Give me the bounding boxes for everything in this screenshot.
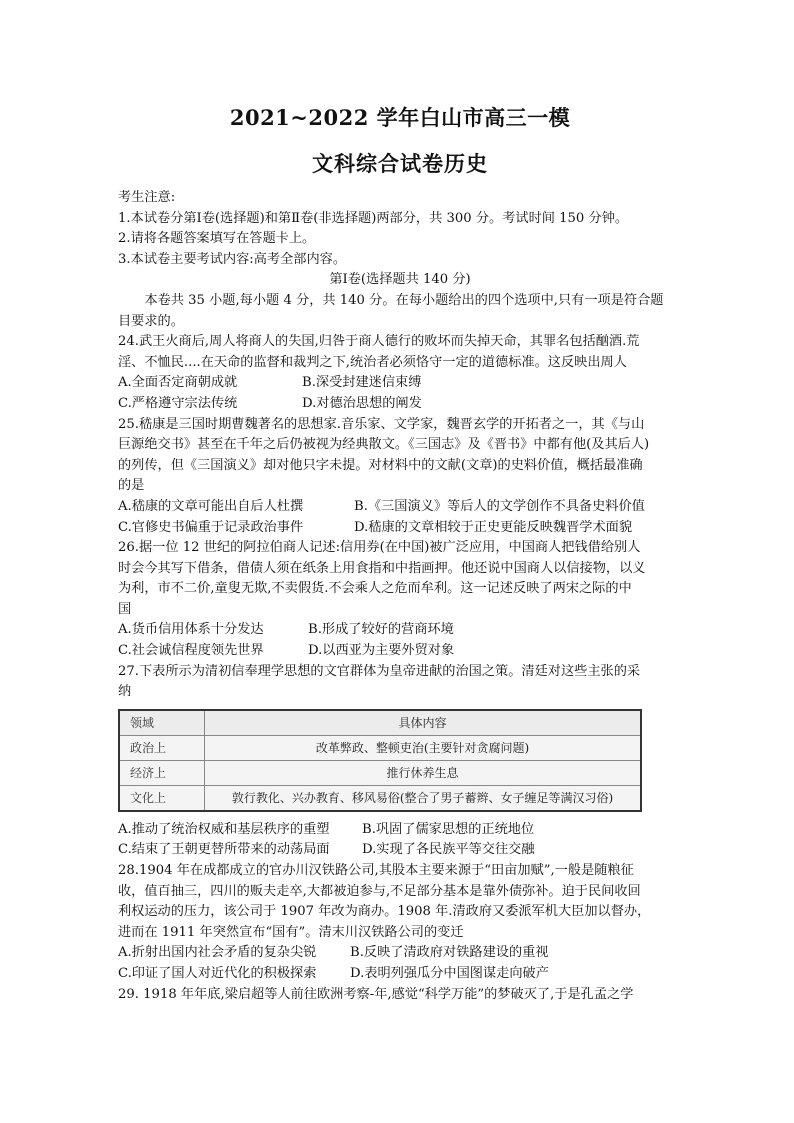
option-a: A.嵇康的文章可能出自后人杜撰 (118, 498, 304, 514)
question-29 (118, 985, 682, 1006)
option-b: B.深受封建迷信束缚 (302, 375, 422, 391)
question-stem: 的是 (118, 478, 145, 494)
option-c: C.社会诚信程度领先世界 (118, 643, 264, 659)
option-d: D.表明列强瓜分中国图谋走向破产 (350, 966, 549, 981)
option-d: D.实现了各民族平等交往交融 (362, 842, 535, 858)
option-a: A.货币信用体系十分发达 (118, 622, 264, 638)
question-24 (118, 332, 682, 414)
options-row (118, 964, 682, 985)
table-cell: 经济上 (119, 760, 205, 785)
question-stem: 淫、不恤民....在天命的监督和裁判之下,统治者必须恪守一定的道德标准。这反映出周人 (118, 354, 627, 370)
options-row (118, 497, 682, 518)
table-row (119, 785, 641, 811)
notice-item: 3.本试卷主要考试内容:高考全部内容。 (118, 251, 347, 267)
option-b: B.《三国演义》等后人的文学创作不具备史料价值 (354, 498, 645, 514)
question-25 (118, 415, 682, 539)
question-stem: 的列传，但《三国演义》却对他只字未提。对材料中的文献(文章)的史料价值，概括最准确 (118, 457, 643, 473)
table-cell: 推行休养生息 (205, 760, 642, 785)
question-stem: 巨源绝交书》甚至在千年之后仍被视为经典散文。《三国志》及《晋书》中都有他(及其后人) (118, 437, 650, 453)
table-cell: 敦行教化、兴办教育、移风易俗(整合了男子蓄辫、女子缠足等满汉习俗) (205, 785, 642, 811)
options-row (118, 820, 682, 841)
table-cell: 文化上 (119, 785, 205, 811)
options-row (118, 518, 682, 539)
options-row (118, 641, 682, 662)
question-stem: 25.嵇康是三国时期曹魏著名的思想家.音乐家、文学家，魏晋玄学的开拓者之一，其《与山 (118, 416, 645, 432)
notice-item: 2.请将各题答案填写在答题卡上。 (118, 231, 316, 247)
question-stem: 进而在 1911 年突然宣布“国有”。清末川汉铁路公司的变迁 (118, 924, 464, 940)
page-subtitle: 文科综合试卷历史 (312, 151, 488, 176)
options-row (118, 394, 682, 415)
option-d: D.以西亚为主要外贸对象 (308, 643, 455, 659)
policy-table (118, 709, 642, 812)
notice-item: 1.本试卷分第Ⅰ卷(选择题)和第Ⅱ卷(非选择题)两部分，共 300 分。考试时间 150 分钟。 (118, 210, 629, 226)
option-a: A.推动了统治权威和基层秩序的重塑 (118, 821, 330, 837)
options-row (118, 840, 682, 861)
question-28 (118, 861, 682, 985)
section-intro: 本卷共 35 小题,每小题 4 分，共 140 分。在每小题给出的四个选项中,只有一项是符合题 (144, 292, 664, 308)
question-stem: 29. 1918 年年底,梁启超等人前往欧洲考察-年,感觉“科学万能”的梦破灭了,于是孔孟之学 (118, 986, 634, 1002)
notice-block (118, 188, 682, 270)
question-stem: 24.武王火商后,周人将商人的失国,归咎于商人德行的败坏而失掉天命，其罪名包括酗酒.荒 (118, 334, 640, 350)
question-stem: 国 (118, 601, 132, 617)
option-b: B.形成了较好的营商环境 (308, 622, 454, 638)
question-stem: 28.1904 年在成都成立的官办川汉铁路公司,其股本主要来源于“田亩加赋”,一般是随粮征 (118, 863, 634, 879)
table-cell: 改革弊政、整顿吏治(主要针对贪腐问题) (205, 735, 642, 760)
question-stem: 收，值百抽三，四川的贩夫走卒,大都被迫参与,不足部分基本是靠外债弥补。迫于民间收回 (118, 883, 641, 899)
option-d: D.对德治思想的阐发 (302, 395, 422, 411)
option-a: A.折射出国内社会矛盾的复杂尖锐 (118, 945, 317, 961)
option-b: B.巩固了儒家思想的正统地位 (362, 821, 535, 837)
options-row (118, 373, 682, 394)
question-26 (118, 538, 682, 662)
options-row (118, 620, 682, 641)
option-a: A.全面否定商朝成就 (118, 375, 238, 391)
question-stem: 为利，市不二价,童叟无欺,不卖假货.不会乘人之危而牟利。这一记述反映了两宋之际的中 (118, 581, 632, 597)
table-row (119, 760, 641, 785)
option-d: D.嵇康的文章相较于正史更能反映魏晋学术面貌 (354, 519, 633, 535)
question-stem: 纳 (118, 684, 132, 700)
option-c: C.结束了王朝更替所带来的动荡局面 (118, 842, 330, 858)
table-cell: 政治上 (119, 735, 205, 760)
table-header-cell: 领域 (119, 710, 205, 736)
notice-heading: 考生注意: (118, 190, 176, 205)
question-stem: 27.下表所示为清初信奉理学思想的文官群体为皇帝进献的治国之策。清廷对这些主张的采 (118, 663, 641, 679)
option-c: C.印证了国人对近代化的积极探索 (118, 966, 317, 981)
question-stem: 利权运动的压力，该公司于 1907 年改为商办。1908 年.清政府又委派军机大臣加以督办， (118, 904, 651, 920)
table-header-row (119, 710, 641, 736)
option-c: C.官修史书偏重于记录政治事件 (118, 519, 304, 535)
question-stem: 26.据一位 12 世纪的阿拉伯商人记述:信用券(在中国)被广泛应用，中国商人把钱借给别人 (118, 540, 641, 556)
table-row (119, 735, 641, 760)
option-c: C.严格遵守宗法传统 (118, 395, 238, 411)
page-title: 2021~2022 学年白山市高三一模 (229, 105, 571, 130)
table-header-cell: 具体内容 (205, 710, 642, 736)
question-stem: 时会今其写下借条，借债人须在纸条上用食指和中指画押。他还说中国商人以信接物，以义 (118, 560, 646, 576)
section-title: 第Ⅰ卷(选择题共 140 分) (329, 272, 471, 288)
option-b: B.反映了清政府对铁路建设的重视 (350, 945, 549, 961)
question-27 (118, 662, 682, 861)
options-row (118, 943, 682, 964)
section-intro: 目要求的。 (118, 313, 184, 329)
